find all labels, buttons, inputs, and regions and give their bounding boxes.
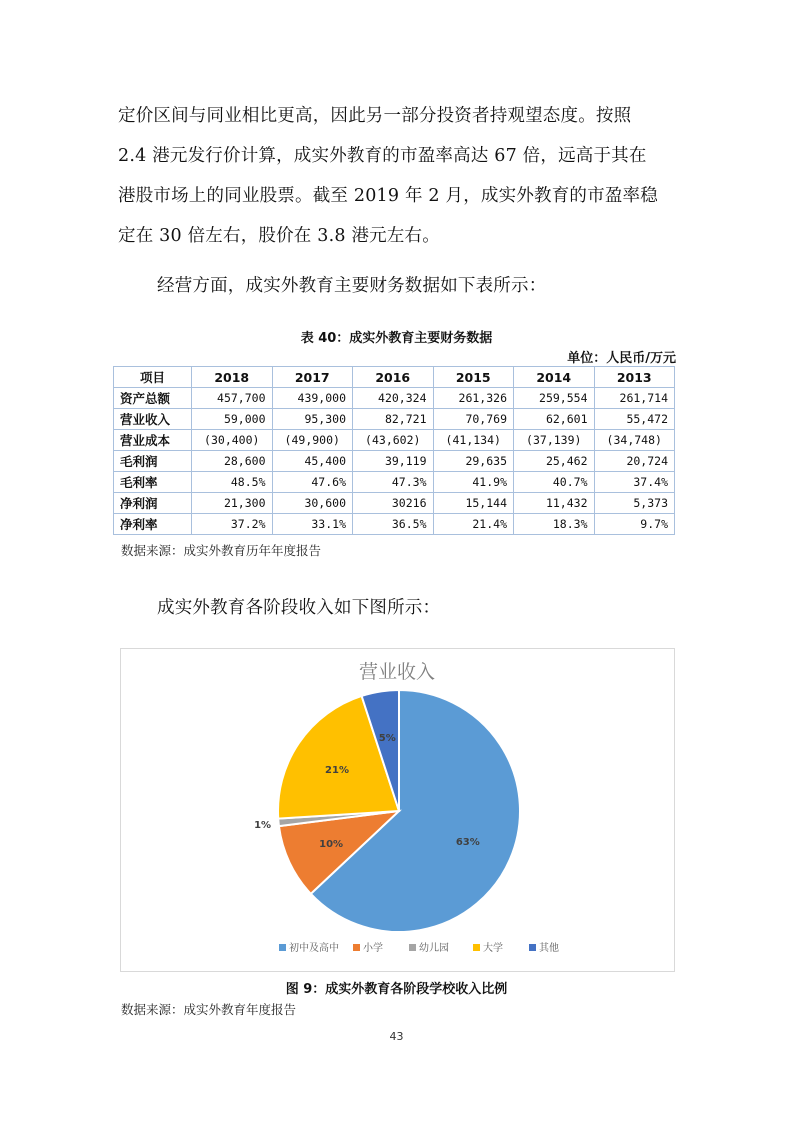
table-row [114,388,675,409]
table-cell: 48.5% [192,472,273,493]
table-cell: 47.6% [272,472,353,493]
table-cell: 59,000 [192,409,273,430]
legend-swatch [409,944,416,951]
table-cell: 9.7% [594,514,675,535]
paragraph-line: 成实外教育各阶段收入如下图所示： [157,598,441,618]
paragraph-line: 经营方面，成实外教育主要财务数据如下表所示： [157,276,547,296]
table-cell: 70,769 [433,409,514,430]
row-header-cell: 毛利润 [114,451,192,472]
paragraph-pe-ratio [118,96,678,256]
figure-caption: 图 9：成实外教育各阶段学校收入比例 [285,982,508,997]
row-header-cell: 营业成本 [114,430,192,451]
table-cell: 5,373 [594,493,675,514]
table-cell: 261,326 [433,388,514,409]
table-caption: 表 40：成实外教育主要财务数据 [300,331,493,346]
legend-label: 其他 [539,943,559,954]
pie-data-label: 10% [319,838,344,850]
pie-chart-canvas [121,649,674,971]
table-cell: (30,400) [192,430,273,451]
table-cell: 30,600 [272,493,353,514]
row-header-cell: 净利润 [114,493,192,514]
legend-label: 大学 [483,943,503,954]
row-header-cell: 毛利率 [114,472,192,493]
table-cell: 37.4% [594,472,675,493]
table-cell: 37.2% [192,514,273,535]
paragraph-line: 港股市场上的同业股票。截至 2019 年 2 月，成实外教育的市盈率稳 [118,186,658,206]
column-header: 2014 [514,367,595,388]
table-cell: 45,400 [272,451,353,472]
paragraph-line: 定在 30 倍左右，股价在 3.8 港元左右。 [118,226,440,246]
table-cell: 259,554 [514,388,595,409]
column-header: 项目 [114,367,192,388]
table-cell: 20,724 [594,451,675,472]
row-header-cell: 净利率 [114,514,192,535]
legend-label: 幼儿园 [419,943,449,954]
legend-label: 初中及高中 [289,943,339,954]
column-header: 2018 [192,367,273,388]
revenue-pie-chart [120,648,675,972]
table-row [114,514,675,535]
legend-label: 小学 [363,943,383,954]
table-cell: 18.3% [514,514,595,535]
table-cell: (37,139) [514,430,595,451]
table-cell: 95,300 [272,409,353,430]
table-cell: (41,134) [433,430,514,451]
chart-title: 营业收入 [358,661,436,683]
column-header: 2016 [353,367,434,388]
pie-data-label: 1% [254,819,272,831]
table-cell: 36.5% [353,514,434,535]
table-cell: (34,748) [594,430,675,451]
table-row [114,409,675,430]
table-cell: 457,700 [192,388,273,409]
table-cell: 21.4% [433,514,514,535]
table-row [114,472,675,493]
table-header-row [114,367,675,388]
table-cell: 420,324 [353,388,434,409]
table-cell: 29,635 [433,451,514,472]
table-cell: 55,472 [594,409,675,430]
table-cell: 261,714 [594,388,675,409]
table-cell: 62,601 [514,409,595,430]
legend-swatch [529,944,536,951]
table-cell: 40.7% [514,472,595,493]
table-cell: 33.1% [272,514,353,535]
table-cell: (43,602) [353,430,434,451]
pie-data-label: 63% [455,836,480,848]
table-cell: 30216 [353,493,434,514]
pie-slices [278,690,520,932]
paragraph-line: 定价区间与同业相比更高，因此另一部分投资者持观望态度。按照 [118,106,632,126]
table-cell: 82,721 [353,409,434,430]
financial-data-table [113,366,675,535]
table-cell: 47.3% [353,472,434,493]
table-cell: 21,300 [192,493,273,514]
page-number: 43 [389,1030,404,1043]
table-cell: 39,119 [353,451,434,472]
legend-swatch [473,944,480,951]
pie-data-label: 5% [378,732,396,744]
table-source-note: 数据来源：成实外教育历年年度报告 [121,543,322,558]
column-header: 2013 [594,367,675,388]
table-row [114,430,675,451]
chart-legend [279,941,559,954]
row-header-cell: 营业收入 [114,409,192,430]
paragraph-chart-intro [157,588,677,628]
column-header: 2015 [433,367,514,388]
table-row [114,451,675,472]
table-unit-label: 单位：人民币/万元 [567,351,676,366]
table-cell: 25,462 [514,451,595,472]
table-row [114,493,675,514]
paragraph-line: 2.4 港元发行价计算，成实外教育的市盈率高达 67 倍，远高于其在 [118,146,647,166]
table-cell: 439,000 [272,388,353,409]
legend-swatch [279,944,286,951]
table-cell: 11,432 [514,493,595,514]
table-cell: (49,900) [272,430,353,451]
table-cell: 28,600 [192,451,273,472]
pie-data-label: 21% [325,764,349,776]
row-header-cell: 资产总额 [114,388,192,409]
legend-swatch [353,944,360,951]
table-cell: 15,144 [433,493,514,514]
column-header: 2017 [272,367,353,388]
chart-source-note: 数据来源：成实外教育年度报告 [121,1002,297,1017]
table-cell: 41.9% [433,472,514,493]
paragraph-operations-intro [157,266,677,306]
